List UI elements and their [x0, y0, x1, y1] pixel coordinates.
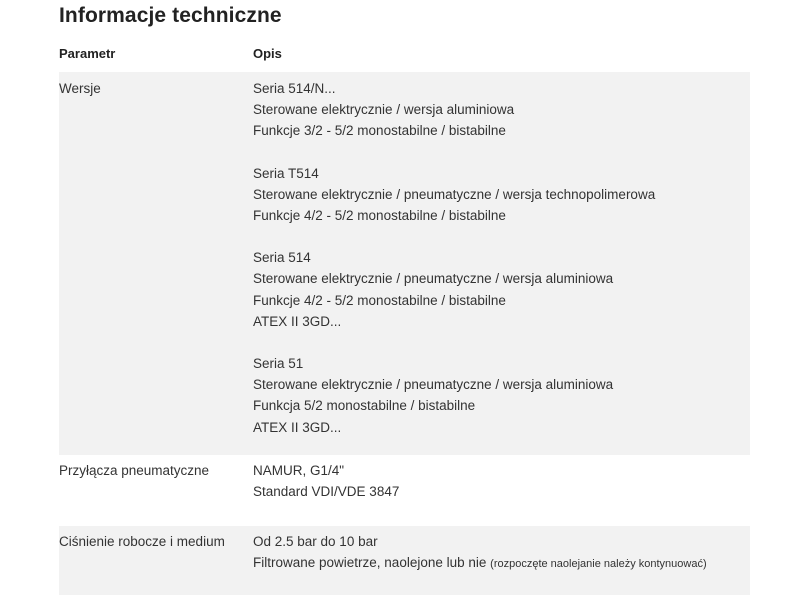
row-param: Ciśnienie robocze i medium — [59, 534, 225, 550]
desc-line: NAMUR, G1/4" — [253, 462, 345, 478]
desc-note: (rozpoczęte naolejanie należy kontynuować) — [490, 558, 707, 571]
desc-line: Standard VDI/VDE 3847 — [253, 484, 400, 500]
version-block — [253, 353, 750, 438]
desc-line: Sterowane elektrycznie / wersja aluminiowa — [253, 102, 515, 118]
header-param: Parametr — [59, 46, 116, 61]
table-row — [59, 72, 750, 455]
desc-line: Sterowane elektrycznie / pneumatyczne / wersja aluminiowa — [253, 377, 614, 393]
row-desc — [253, 460, 750, 502]
desc-line: ATEX II 3GD... — [253, 419, 342, 435]
row-param: Przyłącza pneumatyczne — [59, 462, 210, 478]
desc-line: Seria T514 — [253, 165, 319, 181]
desc-line: Od 2.5 bar do 10 bar — [253, 534, 378, 550]
version-block — [253, 163, 750, 227]
desc-line: ATEX II 3GD... — [253, 313, 342, 329]
header-desc: Opis — [253, 46, 282, 61]
table-row — [59, 455, 750, 526]
desc-line: Funkcje 4/2 - 5/2 monostabilne / bistabilne — [253, 208, 506, 224]
row-desc — [253, 531, 750, 575]
row-param: Wersje — [59, 81, 101, 96]
tech-info-table — [59, 40, 750, 595]
desc-line: Sterowane elektrycznie / pneumatyczne / wersja aluminiowa — [253, 271, 614, 287]
table-row — [59, 526, 750, 594]
desc-line: Funkcje 3/2 - 5/2 monostabilne / bistabilne — [253, 123, 506, 139]
page-title: Informacje techniczne — [59, 4, 282, 27]
desc-line: Seria 514 — [253, 250, 311, 266]
desc-line: Seria 51 — [253, 356, 304, 372]
row-desc — [253, 78, 750, 438]
desc-line: Funkcja 5/2 monostabilne / bistabilne — [253, 398, 476, 414]
desc-line-with-note — [253, 552, 750, 575]
desc-line: Sterowane elektrycznie / pneumatyczne / wersja technopolimerowa — [253, 186, 656, 202]
table-header-row — [59, 40, 750, 72]
desc-line: Seria 514/N... — [253, 81, 336, 96]
version-block — [253, 78, 750, 142]
desc-line: Funkcje 4/2 - 5/2 monostabilne / bistabilne — [253, 292, 506, 308]
version-block — [253, 247, 750, 332]
desc-text: Filtrowane powietrze, naolejone lub nie — [253, 555, 487, 571]
